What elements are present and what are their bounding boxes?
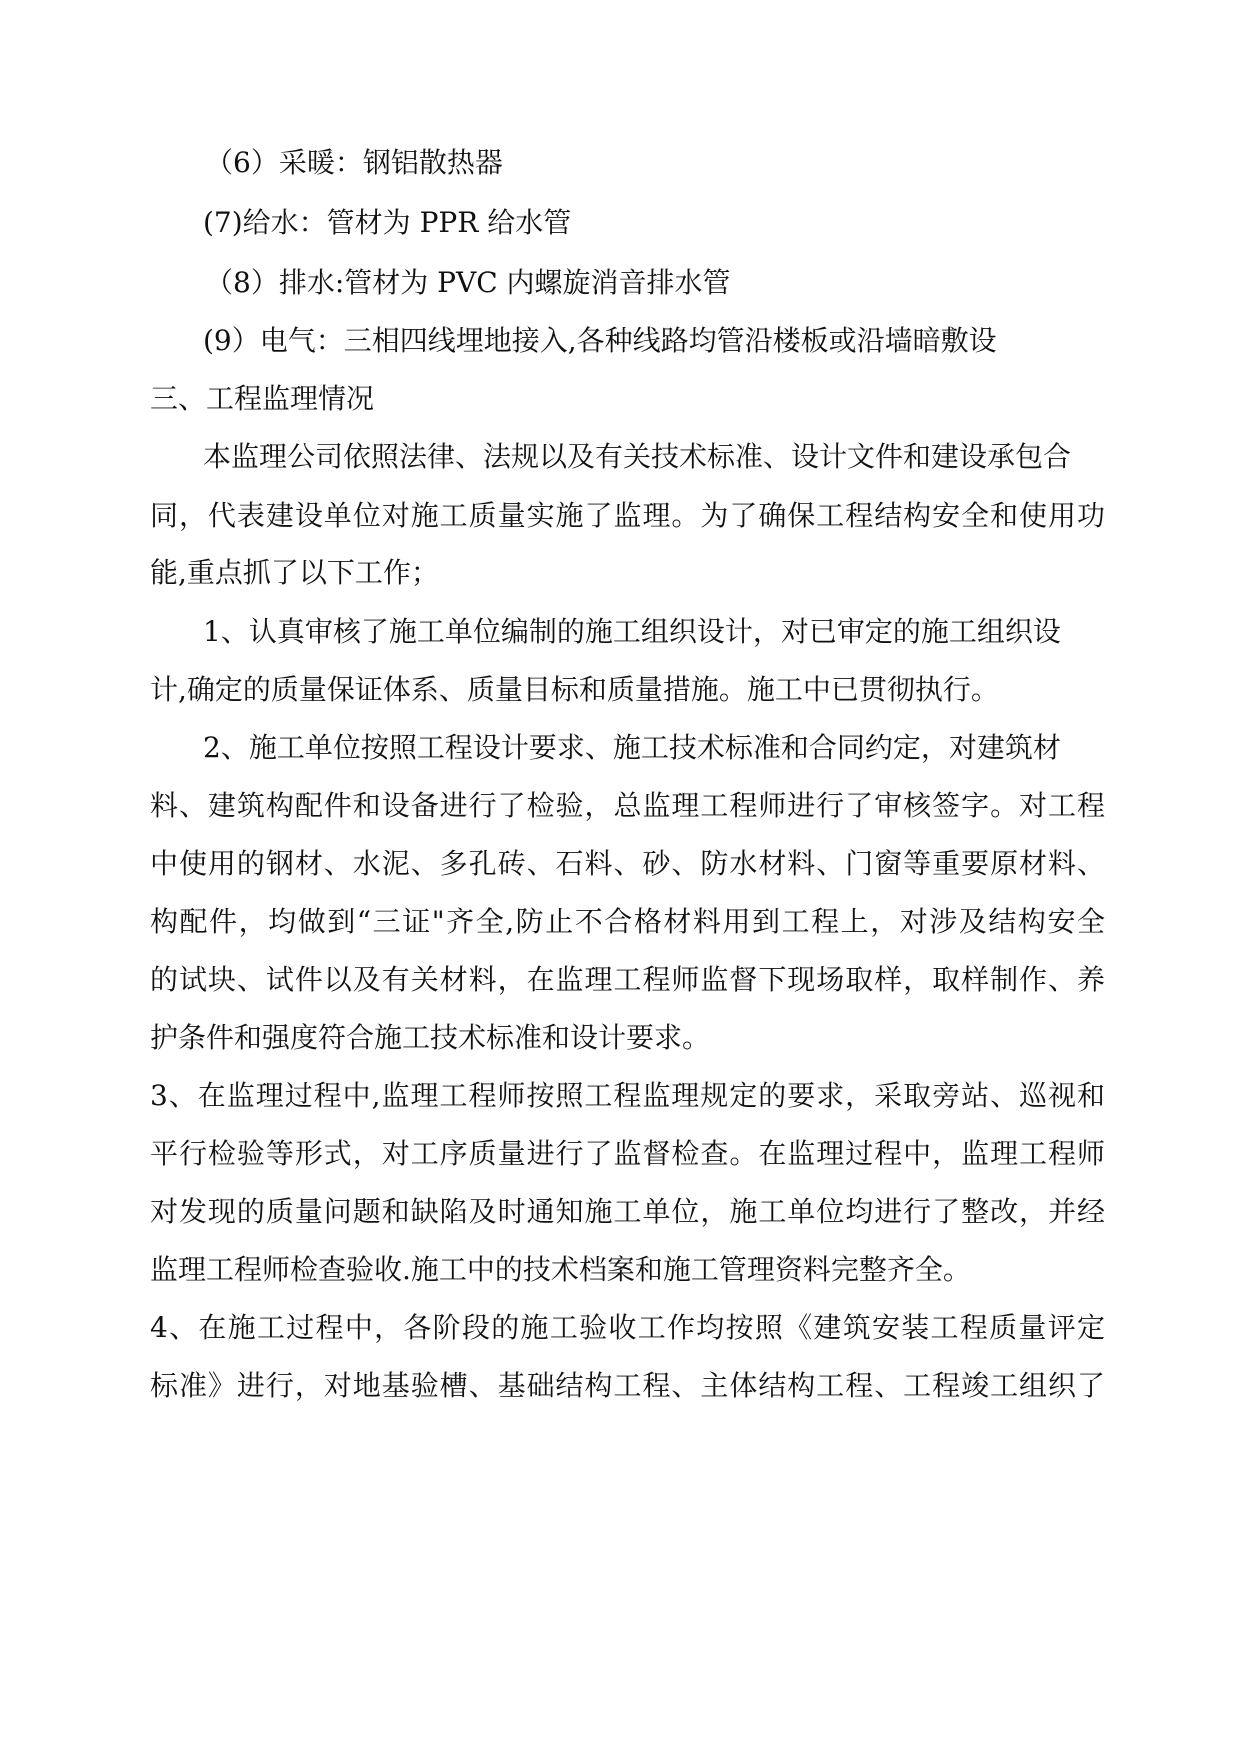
paragraph-line: 护条件和强度符合施工技术标准和设计要求。 [150, 1021, 711, 1054]
item-electrical: (9）电气：三相四线埋地接入,各种线路均管沿楼板或沿墙暗敷设 [203, 324, 997, 357]
paragraph-line: 计,确定的质量保证体系、质量目标和质量措施。施工中已贯彻执行。 [150, 673, 999, 706]
paragraph-line: 1、认真审核了施工单位编制的施工组织设计，对已审定的施工组织设 [203, 615, 1061, 648]
paragraph-line: 的试块、试件以及有关材料，在监理工程师监督下现场取样，取样制作、养 [150, 963, 1105, 996]
paragraph-line: 标准》进行，对地基验槽、基础结构工程、主体结构工程、工程竣工组织了 [150, 1369, 1105, 1402]
paragraph-line: 料、建筑构配件和设备进行了检验，总监理工程师进行了审核签字。对工程 [150, 789, 1105, 822]
paragraph-line: 同，代表建设单位对施工质量实施了监理。为了确保工程结构安全和使用功 [150, 499, 1105, 532]
paragraph-line: 监理工程师检查验收.施工中的技术档案和施工管理资料完整齐全。 [150, 1253, 971, 1286]
paragraph-line: 3、在监理过程中,监理工程师按照工程监理规定的要求，采取旁站、巡视和 [150, 1079, 1105, 1112]
section-heading: 三、工程监理情况 [150, 382, 375, 415]
item-water-supply: (7)给水：管材为 PPR 给水管 [203, 206, 572, 239]
paragraph-line: 本监理公司依照法律、法规以及有关技术标准、设计文件和建设承包合 [203, 440, 1072, 473]
paragraph-line: 4、在施工过程中，各阶段的施工验收工作均按照《建筑安装工程质量评定 [150, 1311, 1105, 1344]
paragraph-line: 能,重点抓了以下工作； [150, 556, 439, 589]
paragraph-line: 中使用的钢材、水泥、多孔砖、石料、砂、防水材料、门窗等重要原材料、 [150, 847, 1105, 880]
paragraph-line: 对发现的质量问题和缺陷及时通知施工单位，施工单位均进行了整改，并经 [150, 1195, 1105, 1228]
paragraph-line: 平行检验等形式，对工序质量进行了监督检查。在监理过程中，监理工程师 [150, 1137, 1105, 1170]
paragraph-line: 构配件，均做到“三证"齐全,防止不合格材料用到工程上，对涉及结构安全 [150, 905, 1105, 938]
paragraph-line: 2、施工单位按照工程设计要求、施工技术标准和合同约定，对建筑材 [203, 731, 1061, 764]
item-heating: （6）采暖：钢铝散热器 [205, 146, 503, 179]
item-drainage: （8）排水:管材为 PVC 内螺旋消音排水管 [205, 266, 731, 299]
